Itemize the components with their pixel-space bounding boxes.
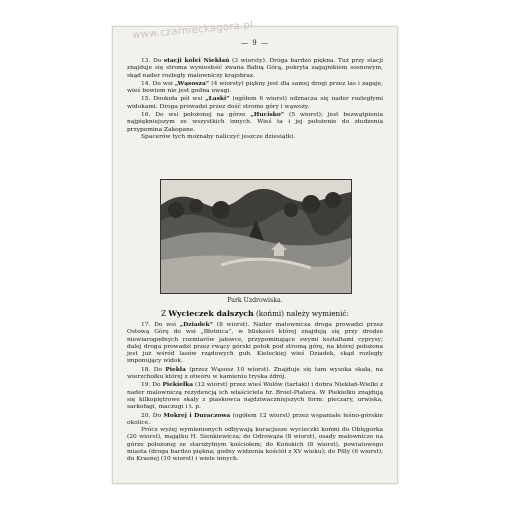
section-heading xyxy=(113,309,397,318)
list-item xyxy=(127,111,383,134)
item-place: „Hucisko” xyxy=(250,111,285,119)
item-number: 18. xyxy=(141,366,151,373)
item-lead: Dookoła pól wsi xyxy=(153,96,203,103)
item-text: (8 wiorst). Nader malownicza droga prowadzi przez Ostową Górę do wsi „Błotnica”, w bliskości której znajdują się przy drodze niewiarogodnych rozmiarów jałowce, przypominające swymi kształtami cyprysy; dalej droga prowadzi przez rwący górski potok pod stromą górę, na której położona jest już wśród lasów rządowych gub. Kieleckiej wieś Dziadek, skąd rozległy imponujący widok. xyxy=(127,322,384,365)
item-place: „Dziadek” xyxy=(179,321,214,328)
item-text: (ogółem 12 wiorst) przez wspaniałe leśno-górskie okolice. xyxy=(127,412,384,426)
list-item xyxy=(127,95,383,111)
summary-line: Spacerów tych możnaby naliczyć jeszcze dziesiątki. xyxy=(141,133,296,140)
item-lead: Do xyxy=(152,412,162,419)
item-number: 17. xyxy=(141,322,151,328)
item-number: 19. xyxy=(141,382,151,389)
item-place: „Wąsosza” xyxy=(174,79,210,87)
item-lead: Do wsi położonej na górze xyxy=(155,112,246,119)
list-item xyxy=(127,80,383,96)
park-photo xyxy=(160,179,352,294)
list-item xyxy=(127,412,383,428)
page-number: — 9 — xyxy=(241,39,269,47)
excursions-near-list xyxy=(127,57,383,141)
item-lead: Do wsi xyxy=(152,80,173,87)
item-number: 20. xyxy=(141,412,151,419)
item-place: Piekiełka xyxy=(162,381,194,389)
heading-prefix: Z xyxy=(161,309,167,318)
document-page xyxy=(112,26,398,484)
item-lead: Do xyxy=(153,58,162,64)
photo-caption: Park Uzdrowiska. xyxy=(227,297,283,304)
item-text: (3 wiorsty). Droga bardzo piękna. Tuż przy stacji znajduje się stroma wyniosłość zwana Babią Górą, pokryta zagajnikiem sosnowym, skąd nader rozległy malowniczy krajobraz. xyxy=(127,58,384,79)
item-text: (5 wiorst); jest bezwątpienia najpiękniejszym ze wszystkich innych. Wieś ta i jej położenie do złudzenia przypomina Zakopane. xyxy=(127,112,383,133)
item-place: Mokrej i Duraczowa xyxy=(163,411,231,419)
item-lead: Do xyxy=(153,366,162,373)
item-text: (4 wiorsty) piękny jest dla samej drogi przez las i zagaje, wieś bowiem nie jest godna uwagi. xyxy=(127,80,384,95)
watermark: www.czarnieckagora.pl xyxy=(131,19,254,42)
closing-paragraph: Prócz wyżej wymienionych odbywają kuracjusze wycieczki końmi do Oblęgorka (20 wiorst), majątku H. Sienkiewicza; do Odrowąża (8 wiorst), osady malowniczo na górze położonej ze starożytnym kościołem; do Końskich (8 wiorst), powiatowego miasta (droga bardzo piękna; godny widzenia kościół z XV wieku); do Pilly (6 wiorst); do Krasnej (10 wiorst) i wiele innych. xyxy=(127,427,383,463)
item-lead: Do xyxy=(152,382,161,389)
heading-title: Wycieczek dalszych xyxy=(168,309,254,318)
item-number: 16. xyxy=(141,112,151,119)
heading-suffix: (końmi) należy wymienić: xyxy=(256,309,349,318)
item-text: (przez Wąsosz 10 wiorst). Znajduje się tam wysoka skała, na wierzchołku której z otworu w kamieniu tryska źdrój. xyxy=(127,366,384,381)
excursions-far-list xyxy=(127,321,383,464)
item-place: stacji kolei Niekłań xyxy=(163,57,230,64)
item-number: 15. xyxy=(141,96,151,103)
item-text: (12 wiorst) przez wieś Wołów (tartaki) i dobra Niekłań-Wielki z nader malowniczą rezydencją ich właściciela hr. Broel-Platera. W Piekiełku znajdują się kilkopiętrowe skały z piaskowca najdziwaczniejszych form: pieczary, urwiska, sarkofagi, maczugi i t. p. xyxy=(127,382,384,411)
item-place: „Łaski” xyxy=(205,95,230,103)
item-number: 13. xyxy=(141,58,151,64)
item-number: 14. xyxy=(141,80,151,87)
list-item xyxy=(127,381,383,411)
item-lead: Do wsi xyxy=(154,322,177,328)
list-item xyxy=(127,366,383,382)
item-text: (ogółem 6 wiorst) odznacza się nader rozległymi widokami. Droga prowadzi przez dość strome góry i wąwozy. xyxy=(127,96,383,110)
list-item xyxy=(127,321,383,366)
item-place: Piekła xyxy=(165,365,186,373)
list-item xyxy=(127,57,383,80)
park-landscape-image xyxy=(161,180,351,293)
